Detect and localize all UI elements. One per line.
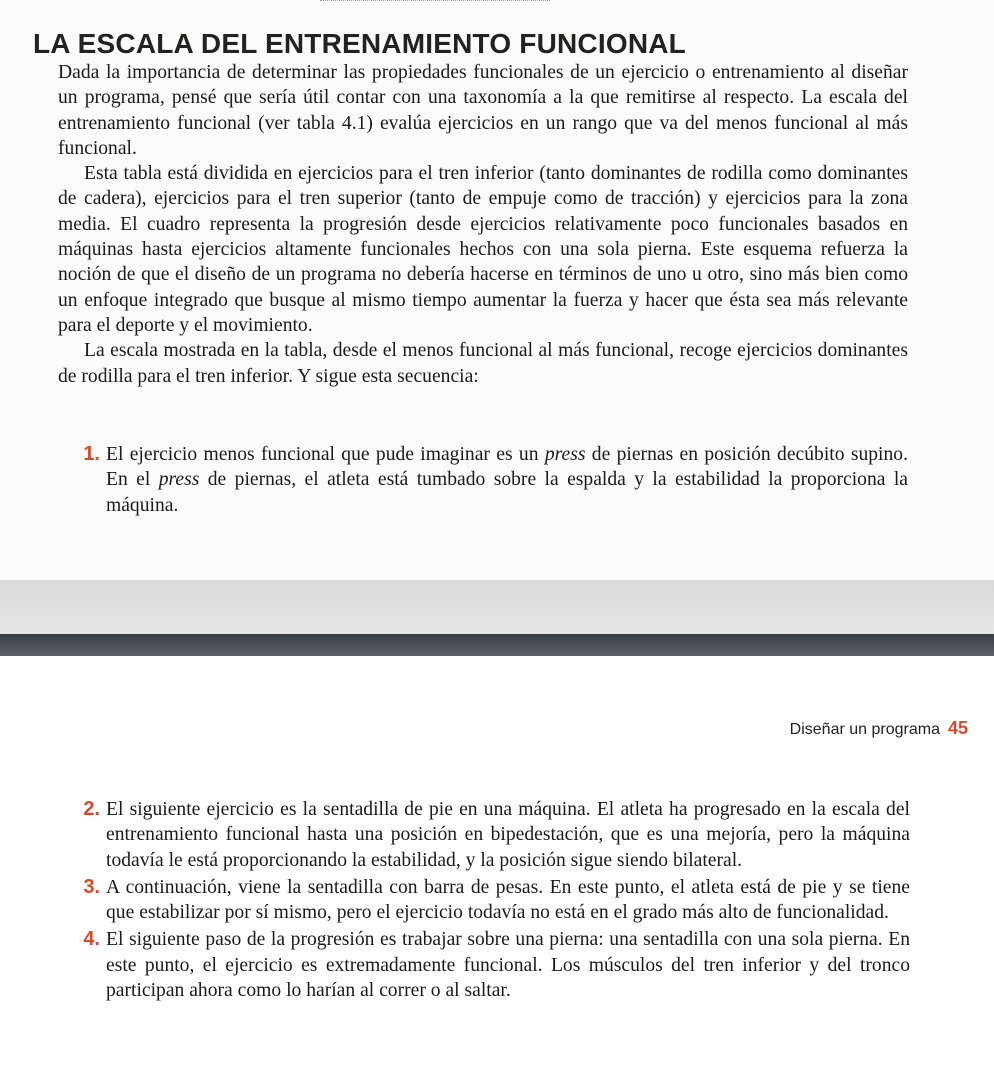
page-edge-band xyxy=(0,634,994,656)
paragraph-1: Dada la importancia de determinar las propiedades funcionales de un ejercicio o entrenamiento al diseñar un programa, pensé que sería útil contar con una taxonomía a la que remitirse al respecto. La escala del entrenamiento funcional (ver tabla 4.1) evalúa ejercicios en un rango que va del menos funcional al más funcional. xyxy=(58,62,908,159)
numbered-list-bottom xyxy=(58,797,910,1005)
list-item-4 xyxy=(58,927,910,1003)
italic-term: press xyxy=(544,444,586,465)
paragraph-3: La escala mostrada en la tabla, desde el menos funcional al más funcional, recoge ejercicios dominantes de rodilla para el tren inferior. Y sigue esta secuencia: xyxy=(58,340,908,387)
text-run: El ejercicio menos funcional que pude imaginar es un xyxy=(106,444,545,465)
list-item-3 xyxy=(58,875,910,926)
paragraph-2: Esta tabla está dividida en ejercicios para el tren inferior (tanto dominantes de rodilla como dominantes de cadera), ejercicios para el tren superior (tanto de empuje como de tracción) y ejercicios para la zona media. El cuadro representa la progresión desde ejercicios relativamente poco funcionales basados en máquinas hasta ejercicios altamente funcionales hechos con una sola pierna. Este esquema refuerza la noción de que el diseño de un programa no debería hacerse en términos de uno u otro, sino más bien como un enfoque integrado que busque al mismo tiempo aumentar la fuerza y hacer que ésta sea más relevante para el deporte y el movimiento. xyxy=(58,163,908,336)
list-item-1 xyxy=(58,442,908,518)
scan-artifact xyxy=(320,0,550,7)
italic-term: press xyxy=(158,469,200,491)
intro-text xyxy=(58,60,908,389)
section-heading: LA ESCALA DEL ENTRENAMIENTO FUNCIONAL xyxy=(33,28,686,59)
text-run: de piernas en posición decúbito supino. En el xyxy=(106,444,908,491)
page-number: 45 xyxy=(947,718,968,738)
list-number: 3. xyxy=(83,875,100,898)
list-number: 1. xyxy=(83,443,100,465)
list-item-text: El siguiente ejercicio es la sentadilla de pie en una máquina. El atleta ha progresado en la escala del entrenamiento funcional hasta una posición en bipedestación, que es una mejoría, pero la máquina todavía le está proporcionando la estabilidad, y la posición sigue siendo bilateral. xyxy=(106,799,910,871)
list-number: 2. xyxy=(83,798,100,820)
list-item-text: A continuación, viene la sentadilla con barra de pesas. En este punto, el atleta está de pie y se tiene que estabilizar por sí mismo, pero el ejercicio todavía no está en el grado más alto de funcionalidad. xyxy=(106,876,910,924)
list-item-2 xyxy=(58,797,910,873)
text-run: de piernas, el atleta está tumbado sobre la espalda y la estabilidad la proporciona la máquina. xyxy=(106,469,908,516)
list-item-text xyxy=(106,442,908,518)
list-item-text: El siguiente paso de la progresión es trabajar sobre una pierna: una sentadilla con una sola pierna. En este punto, el ejercicio es extremadamente funcional. Los músculos del tren inferior y del tronco participan ahora como lo harían al correr o al saltar. xyxy=(106,929,910,1002)
chapter-title: Diseñar un programa xyxy=(789,721,940,738)
list-number: 4. xyxy=(83,928,100,951)
numbered-list-top xyxy=(58,442,908,518)
page-gap xyxy=(0,580,994,634)
running-header xyxy=(790,718,968,739)
